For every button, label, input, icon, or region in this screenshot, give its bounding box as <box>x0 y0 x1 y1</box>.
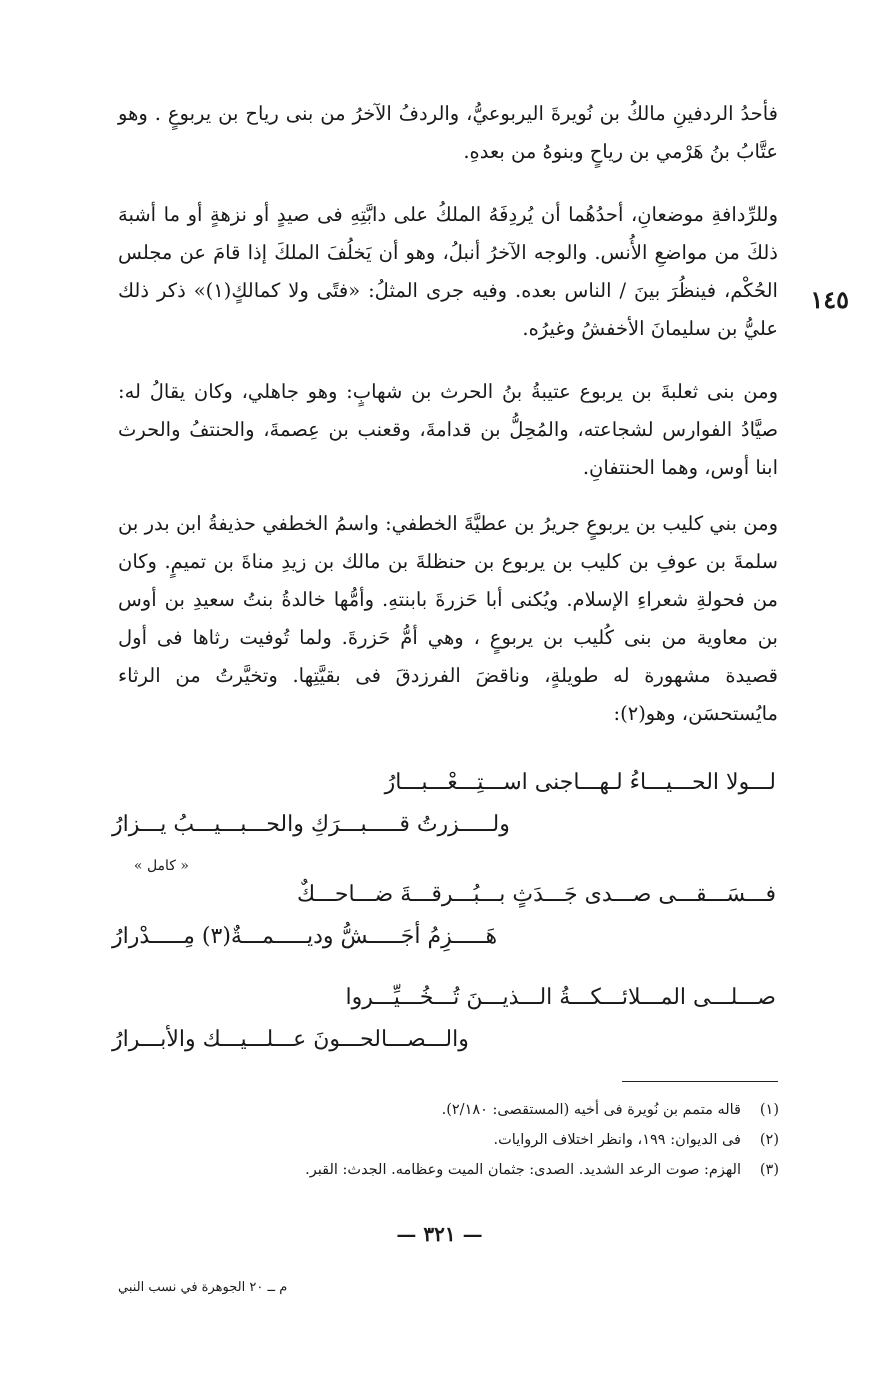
poem-line-5: صـــلـــى المـــلائـــكـــةُ الـــذيـــنَ تُـــخُـــيِّـــروا <box>345 985 776 1010</box>
poem-meter: « كامل » <box>133 858 189 874</box>
body-text <box>118 95 778 748</box>
poem-line-1: لـــولا الحـــيـــاءُ لـهـــاجنى اســـتِـــعْـــبـــارُ <box>384 770 776 795</box>
footnote-number: (٢) <box>759 1132 779 1148</box>
page-number: — ٣٢١ — <box>396 1222 483 1246</box>
paragraph-4: ومن بني كليب بن يربوعٍ جريرُ بن عطيَّةَ الخطفي: واسمُ الخطفي حذيفةُ ابن بدر بن سلمةَ بن عوفِ بن كليب بن يربوع بن حنظلةَ بن مالك بن زيدِ مناةَ بن تميمٍ. وكان من فحولةِ شعراءِ الإسلام. ويُكنى أبا حَزرةَ بابنتهِ. وأمُّها خالدةُ بنتُ سعيدِ بن أوس بن معاوية من بنى كُليب بن يربوعٍ ، وهي أمُّ حَزرةَ. ولما تُوفيت رثاها فى أول قصيدة مشهورة له طويلةٍ، وناقضَ الفرزدقَ فى بقيَّتِها. وتخيَّرتُ من الرثاء مايُستحسَن، وهو(٢): <box>118 512 778 725</box>
poem-line-2: ولـــــزرتُ قـــــبـــرَكِ والحـــبـــيـــبُ يـــزارُ <box>112 812 510 837</box>
footnote-text: فى الديوان: ١٩٩، وانظر اختلاف الروايات. <box>493 1132 741 1148</box>
footnote-2 <box>99 1132 779 1148</box>
footnote-separator <box>622 1081 778 1082</box>
footnote-3 <box>99 1162 779 1178</box>
paragraph-1: فأحدُ الردفينِ مالكُ بن نُويرةَ اليربوعيُّ، والردفُ الآخرُ من بنى رياح بن يربوعٍ . وهو عتَّابُ بنُ هَرْمي بن رياحٍ وبنوهُ من بعدهِ. <box>118 102 778 163</box>
footnote-number: (١) <box>759 1102 779 1118</box>
footnote-1 <box>99 1102 779 1118</box>
margin-page-reference: ١٤٥ <box>810 285 849 314</box>
poem-line-3: فـــسَـــقـــى صـــدى جَـــدَثٍ بـــبُـــرقـــةَ ضـــاحـــكٌ <box>297 882 776 907</box>
poem-line-6: والـــصـــالحـــونَ عـــلـــيـــك والأبـــرارُ <box>112 1027 469 1052</box>
poem-line-4: هَـــــزِمُ أجَـــــشُّ وديـــــمـــةٌ(٣) مِـــــدْرارُ <box>112 924 498 949</box>
footnote-number: (٣) <box>759 1162 779 1178</box>
footnote-text: قاله متمم بن نُويرة فى أخيه (المستقصى: ٢/١٨٠). <box>441 1102 741 1118</box>
signature-line: م ــ ٢٠ الجوهرة في نسب النبي <box>118 1280 288 1295</box>
footnote-text: الهزم: صوت الرعد الشديد. الصدى: جثمان الميت وعظامه. الجدث: القبر. <box>305 1162 741 1178</box>
paragraph-2: وللرِّدافةِ موضعانِ، أحدُهُما أن يُردِفَهُ الملكُ على دابَّتِهِ فى صيدٍ أو نزهةٍ أو ما أشبهَ ذلكَ من مواضعِ الأُنس. والوجه الآخرُ أنبلُ، وهو أن يَخلُفَ الملكَ إذا قامَ عن مجلس الحُكْم، فينظُرَ بينَ / الناس بعده. وفيه جرى المثلُ: «فتًى ولا كمالكٍ(١)» ذكر ذلك عليُّ بن سليمانَ الأخفشُ وغيرُه. <box>118 203 778 340</box>
paragraph-3: ومن بنى ثعلبةَ بن يربوع عتيبةُ بنُ الحرث بن شهابٍ: وهو جاهلي، وكان يقالُ له: صيَّادُ الفوارس لشجاعته، والمُحِلُّ بن قدامةَ، وقعنب بن عِصمةَ، والحنتفُ والحرث ابنا أوس، وهما الحنتفانِ. <box>118 380 778 479</box>
